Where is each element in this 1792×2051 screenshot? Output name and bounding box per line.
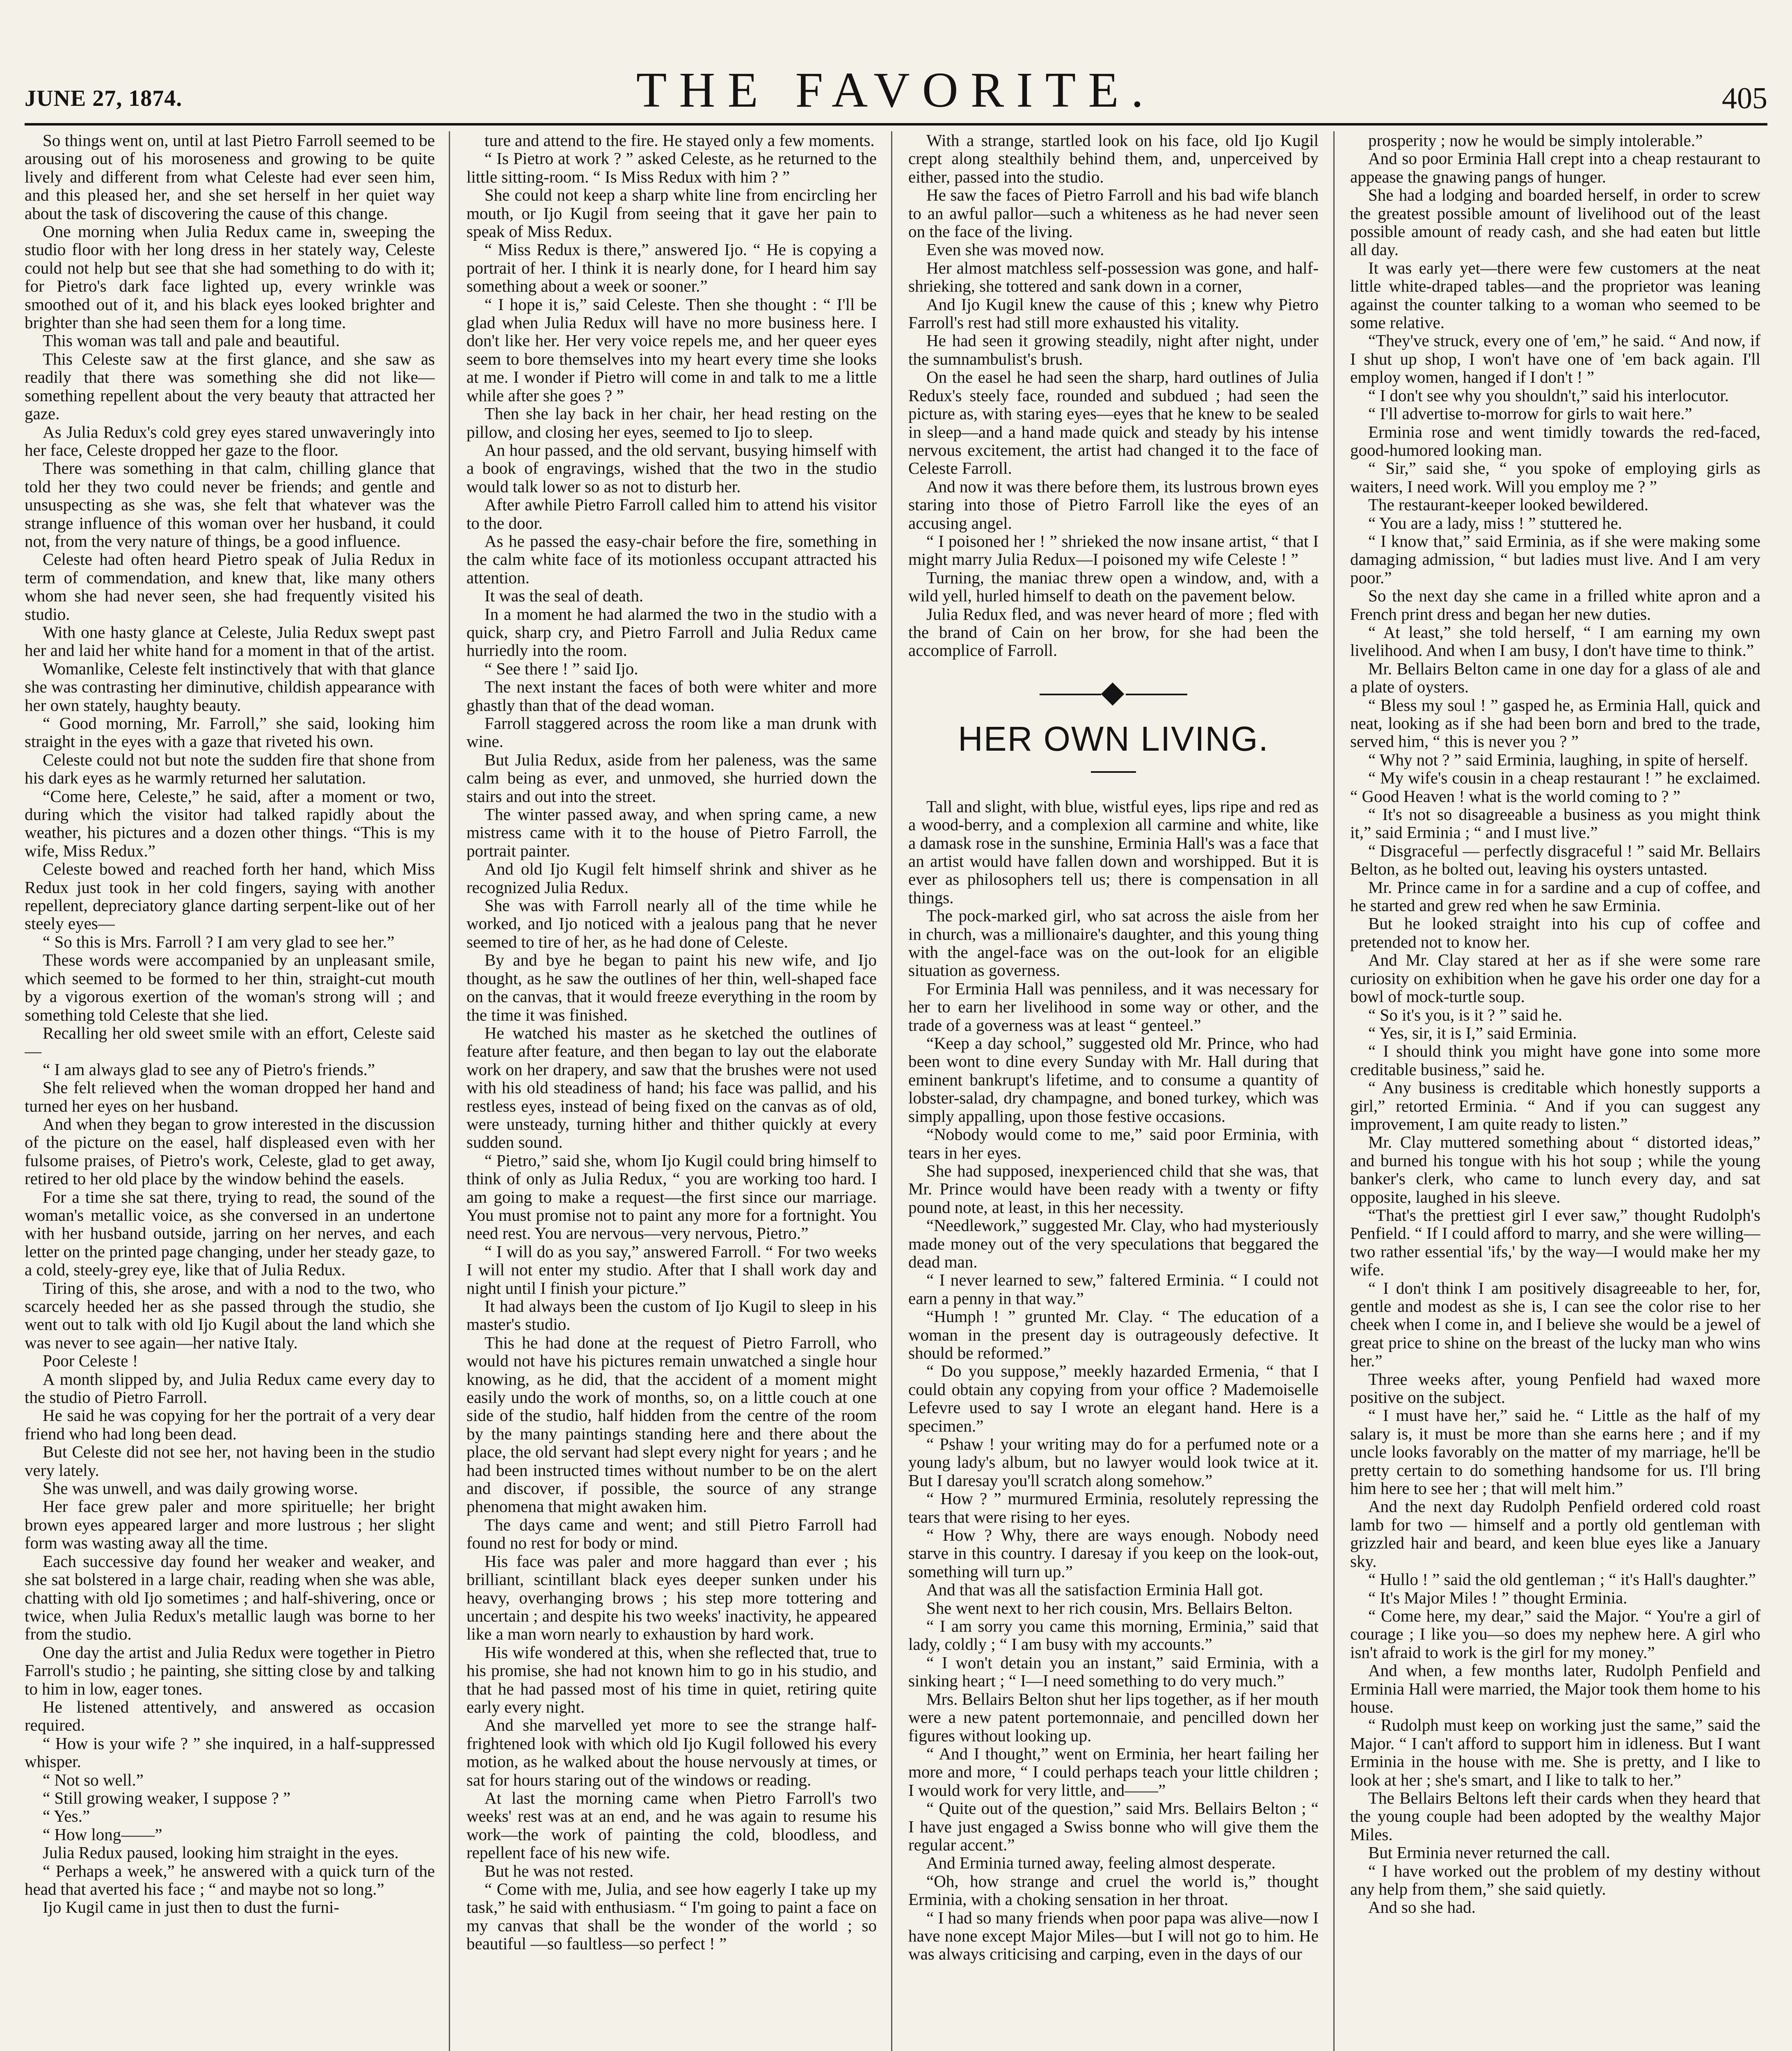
article-paragraph: “Needlework,” suggested Mr. Clay, who had mysteriously made money out of the very speculations that beggared the dead man. [908,1216,1319,1271]
article-paragraph: “ You are a lady, miss ! ” stuttered he. [1368,513,1623,532]
article-paragraph: After awhile Pietro Farroll called him to attend his visitor to the door. [466,495,877,532]
article-paragraph: “ Miss Redux is there,” answered Ijo. “ He is copying a portrait of her. I think it is nearly done, for I heard him say something about a week or sooner.” [466,240,877,296]
article-paragraph: And old Ijo Kugil felt himself shrink and shiver as he recognized Julia Redux. [466,859,877,897]
article-paragraph: And she marvelled yet more to see the strange half-frightened look with which old Ijo Kugil followed his every motion, as he walked about the house nervously at times, or sat for hours staring out of the windows or reading. [466,1715,877,1789]
article-paragraph: For a time she sat there, trying to read, the sound of the woman's metallic voice, as she conversed in an undertone with her husband outside, jarring on her nerves, and each letter on the printed page changing, under her steady gaze, to a cold, steely-grey eye, like that of Julia Redux. [25,1187,435,1279]
article-paragraph: “ It's not so disagreeable a business as you might think it,” said Erminia ; “ and I must live.” [1350,805,1760,842]
masthead [25,62,1767,119]
article-paragraph: Celeste had often heard Pietro speak of Julia Redux in term of commendation, and knew that, like many others whom she had never seen, she had frequently visited his studio. [25,550,435,624]
article-paragraph: The Bellairs Beltons left their cards when they heard that the young couple had been adopted by the wealthy Major Miles. [1350,1788,1760,1844]
article-paragraph: “ Not so well.” [43,1770,144,1789]
article-paragraph: Each successive day found her weaker and weaker, and she sat bolstered in a large chair, reading when she was able, chatting with old Ijo sometimes ; and half-shivering, once or twice, when Julia Redux's metallic laugh was borne to her from the studio. [25,1551,435,1644]
section-ornament [908,688,1319,703]
article-paragraph: The days came and went; and still Pietro Farroll had found no rest for body or mind. [466,1515,877,1553]
article-paragraph: And the next day Rudolph Penfield ordered cold roast lamb for two — himself and a portly old gentleman with grizzled hair and beard, and keen blue eyes like a January sky. [1350,1497,1760,1571]
article-paragraph: “ Why not ? ” said Erminia, laughing, in spite of herself. [1368,750,1749,769]
text-column-4 [1350,131,1760,2051]
article-paragraph: She had supposed, inexperienced child that she was, that Mr. Prince would have been ready with a twenty or fifty pound note, at least, in this her necessity. [908,1161,1319,1217]
article-paragraph: ture and attend to the fire. He stayed only a few moments. [485,131,875,150]
article-paragraph: “ Hullo ! ” said the old gentleman ; “ it's Hall's daughter.” [1368,1570,1756,1589]
article-paragraph: At last the morning came when Pietro Farroll's two weeks' rest was at an end, and he was again to resume his work—the work of painting the cold, bloodless, and repellent face of his new wife. [466,1788,877,1862]
article-paragraph: But he was not rested. [485,1861,634,1880]
article-paragraph: For Erminia Hall was penniless, and it was necessary for her to earn her livelihood in some way or other, and the trade of a governess was at least “ genteel.” [908,979,1319,1035]
article-paragraph: His wife wondered at this, when she reflected that, true to his promise, she had not known him to go in his studio, and that he had passed most of his time in quiet, retiring quite early every night. [466,1642,877,1716]
article-paragraph: “ Rudolph must keep on working just the same,” said the Major. “ I can't afford to support him in idleness. But I want Erminia in the house with me. She is pretty, and I like to look at her ; she's smart, and I like to talk to her.” [1350,1715,1760,1789]
text-column-1 [25,131,435,2051]
article-paragraph: “ Good morning, Mr. Farroll,” she said, looking him straight in the eyes with a gaze that riveted his own. [25,714,435,751]
article-paragraph: “Oh, how strange and cruel the world is,” thought Erminia, with a choking sensation in her throat. [908,1871,1319,1909]
article-paragraph: She went next to her rich cousin, Mrs. Bellairs Belton. [926,1598,1293,1617]
article-paragraph: “ I am always glad to see any of Pietro's friends.” [43,1060,375,1079]
article-paragraph: And Mr. Clay stared at her as if she were some rare curiosity on exhibition when he gave his order one day for a bowl of mock-turtle soup. [1350,950,1760,1006]
article-paragraph: But Julia Redux, aside from her paleness, was the same calm being as ever, and unmoved, she hurried down the stairs and out into the street. [466,750,877,806]
article-paragraph: He said he was copying for her the portrait of a very dear friend who had long been dead. [25,1406,435,1443]
article-paragraph: So the next day she came in a frilled white apron and a French print dress and began her new duties. [1350,586,1760,624]
article-paragraph: It was early yet—there were few customers at the neat little white-draped tables—and the proprietor was leaning against the counter talking to a woman who seemed to be some relative. [1350,258,1760,332]
article-paragraph: And Erminia turned away, feeling almost desperate. [926,1853,1276,1873]
article-paragraph: “ I am sorry you came this morning, Erminia,” said that lady, coldly ; “ I am busy with my accounts.” [908,1617,1319,1654]
article-paragraph: “That's the prettiest girl I ever saw,” thought Rudolph's Penfield. “ If I could afford to marry, and she were willing—two rather essential 'ifs,' by the way—I would make her my wife. [1350,1205,1760,1279]
article-paragraph: He had seen it growing steadily, night after night, under the sumnambulist's brush. [908,331,1319,368]
article-paragraph: But Erminia never returned the call. [1368,1843,1610,1862]
article-paragraph: With one hasty glance at Celeste, Julia Redux swept past her and laid her white hand for a moment in that of the artist. [25,622,435,660]
article-paragraph: He saw the faces of Pietro Farroll and his bad wife blanch to an awful pallor—such a whiteness as he had never seen on the face of the living. [908,185,1319,241]
article-paragraph: As he passed the easy-chair before the fire, something in the calm white face of its motionless occupant attracted his attention. [466,531,877,587]
article-paragraph: prosperity ; now he would be simply intolerable.” [1368,131,1703,150]
article-paragraph: “ See there ! ” said Ijo. [485,659,638,678]
article-paragraph: Ijo Kugil came in just then to dust the furni- [43,1898,340,1917]
article-paragraph: “ I must have her,” said he. “ Little as the half of my salary is, it must be more than she earns here ; and if my uncle looks favorably on the matter of my marriage, he'll be pretty certain to do something handsome for us. I'll bring him here to see her ; that will melt him.” [1350,1406,1760,1498]
article-paragraph: Julia Redux paused, looking him straight in the eyes. [43,1843,399,1862]
article-paragraph: Farroll staggered across the room like a man drunk with wine. [466,714,877,751]
article-paragraph: And when they began to grow interested in the discussion of the picture on the easel, half displeased even with her fulsome praises, of Pietro's work, Celeste, glad to get away, retired to her old place by the window behind the easels. [25,1114,435,1188]
text-column-3 [908,131,1319,2051]
article-paragraph: So things went on, until at last Pietro Farroll seemed to be arousing out of his moroseness and growing to be quite lively and different from what Celeste had ever seen him, and this pleased her, and she set herself in her quiet way about the task of discovering the cause of this change. [25,131,435,223]
issue-date: JUNE 27, 1874. [25,86,183,111]
article-paragraph: “They've struck, every one of 'em,” he said. “ And now, if I shut up shop, I won't have one of 'em back again. I'll employ women, hanged if I don't ! ” [1350,331,1760,387]
article-paragraph: “ Still growing weaker, I suppose ? ” [43,1788,291,1807]
article-paragraph: She was unwell, and was daily growing worse. [43,1479,358,1498]
article-paragraph: “ How is your wife ? ” she inquired, in a half-suppressed whisper. [25,1734,435,1771]
article-paragraph: “ I know that,” said Erminia, as if she were making some damaging admission, “ but ladies must live. And I am very poor.” [1350,531,1760,587]
article-paragraph: “ Perhaps a week,” he answered with a quick turn of the head that averted his face ; “ and maybe not so long.” [25,1861,435,1898]
article-paragraph: An hour passed, and the old servant, busying himself with a book of engravings, wished that the two in the studio would talk lower so as not to disturb her. [466,440,877,496]
article-paragraph: “ Pshaw ! your writing may do for a perfumed note or a young lady's album, but no lawyer would look twice at it. But I daresay you'll scratch along somehow.” [908,1434,1319,1490]
article-paragraph: “ I should think you might have gone into some more creditable business,” said he. [1350,1041,1760,1079]
article-paragraph: With a strange, startled look on his face, old Ijo Kugil crept along stealthily behind them, and, unperceived by either, passed into the studio. [908,131,1319,186]
article-paragraph: Celeste could not but note the sudden fire that shone from his dark eyes as he warmly returned her salutation. [25,750,435,788]
article-paragraph: One morning when Julia Redux came in, sweeping the studio floor with her long dress in her stately way, Celeste could not help but see that she had something to do with it; for Pietro's dark face lighted up, every wrinkle was smoothed out of it, and his black eyes looked brighter and brighter than she had seen them for a long time. [25,222,435,332]
article-paragraph: Womanlike, Celeste felt instinctively that with that glance she was contrasting her diminutive, childish appearance with her own stately, haughty beauty. [25,659,435,715]
article-paragraph: “ It's Major Miles ! ” thought Erminia. [1368,1588,1627,1607]
article-paragraph: She was with Farroll nearly all of the time while he worked, and Ijo noticed with a jealous pang that he never seemed to tire of her, as he had done of Celeste. [466,896,877,951]
article-paragraph: But he looked straight into his cup of coffee and pretended not to know her. [1350,914,1760,951]
article-paragraph: This Celeste saw at the first glance, and she saw as readily that there was something she did not like—something repellent about the very beauty that attracted her gaze. [25,349,435,423]
masthead-rule [25,123,1767,126]
article-paragraph: One day the artist and Julia Redux were together in Pietro Farroll's studio ; he painting, she sitting close by and talking to him in low, eager tones. [25,1642,435,1698]
article-paragraph: “ How ? Why, there are ways enough. Nobody need starve in this country. I daresay if you keep on the look-out, something will turn up.” [908,1526,1319,1581]
article-paragraph: The winter passed away, and when spring came, a new mistress came with it to the house of Pietro Farroll, the portrait painter. [466,805,877,860]
article-paragraph: “ I won't detain you an instant,” said Erminia, with a sinking heart ; “ I—I need something to do very much.” [908,1653,1319,1690]
article-paragraph: “ Come here, my dear,” said the Major. “ You're a girl of courage ; I like you—so does my nephew here. A girl who isn't afraid to work is the girl for my money.” [1350,1606,1760,1662]
article-paragraph: And that was all the satisfaction Erminia Hall got. [926,1580,1263,1599]
article-paragraph: His face was paler and more haggard than ever ; his brilliant, scintillant black eyes deeper sunken under his heavy, overhanging brows ; his step more tottering and uncertain ; and despite his two weeks' inactivity, he appeared like a man worn nearly to exhaustion by hard work. [466,1551,877,1644]
article-paragraph: “ So this is Mrs. Farroll ? I am very glad to see her.” [43,932,395,951]
column-divider [1333,131,1335,2051]
article-paragraph: Mr. Clay muttered something about “ distorted ideas,” and burned his tongue with his hot soup ; while the young banker's clerk, who came to lunch every day, and sat opposite, laughed in his sleeve. [1350,1133,1760,1206]
article-paragraph: “ I had so many friends when poor papa was alive—now I have none except Major Miles—but I will not go to him. He was always criticising and carping, even in the days of our [908,1908,1319,1964]
article-paragraph: “ Any business is creditable which honestly supports a girl,” retorted Erminia. “ And if you can suggest any improvement, I am quite ready to listen.” [1350,1078,1760,1133]
article-paragraph: “ My wife's cousin in a cheap restaurant ! ” he exclaimed. “ Good Heaven ! what is the world coming to ? ” [1350,768,1760,806]
newspaper-title: THE FAVORITE. [636,62,1156,118]
article-paragraph: “ Quite out of the question,” said Mrs. Bellairs Belton ; “ I have just engaged a Swiss bonne who will give them the regular accent.” [908,1799,1319,1854]
article-paragraph: In a moment he had alarmed the two in the studio with a quick, sharp cry, and Pietro Farroll and Julia Redux came hurriedly into the room. [466,604,877,660]
article-paragraph: The pock-marked girl, who sat across the aisle from her in church, was a millionaire's daughter, and this young thing with the angel-face was on the out-look for an eligible situation as governess. [908,906,1319,980]
page-number: 405 [1722,82,1767,115]
article-paragraph: She had a lodging and boarded herself, in order to screw the greatest possible amount of livelihood out of the least possible amount of ready cash, and she had eaten but little all day. [1350,185,1760,259]
article-paragraph: “ I'll advertise to-morrow for girls to wait here.” [1368,404,1692,423]
article-paragraph: It was the seal of death. [485,586,644,605]
article-paragraph: “Keep a day school,” suggested old Mr. Prince, who had been wont to dine every Sunday with Mr. Hall during that eminent bankrupt's lifetime, and to consume a quantity of lobster-salad, dry champagne, and boned turkey, which was simply appalling, upon those festive occasions. [908,1034,1319,1126]
ornament-divider-icon [1040,688,1187,701]
text-column-2 [466,131,877,2051]
article-paragraph: Three weeks after, young Penfield had waxed more positive on the subject. [1350,1369,1760,1407]
article-paragraph: Tall and slight, with blue, wistful eyes, lips ripe and red as a wood-berry, and a complexion all carmine and white, like a damask rose in the sunshine, Erminia Hall's was a face that an artist would have fallen down and worshipped. But it is ever as philosophers tell us; there is compensation in all things. [908,797,1319,907]
article-paragraph: “ I have worked out the problem of my destiny without any help from them,” she said quietly. [1350,1861,1760,1898]
article-paragraph: She felt relieved when the woman dropped her hand and turned her eyes on her husband. [25,1078,435,1115]
article-paragraph: “ I don't think I am positively disagreeable to her, for, gentle and modest as she is, I can see the color rise to her cheek when I come in, and I believe she would be a jewel of great price to shine on the breast of the lucky man who wins her.” [1350,1278,1760,1370]
article-paragraph: He watched his master as he sketched the outlines of feature after feature, and then began to lay out the elaborate work on her drapery, and saw that the brushes were not used with his old steadiness of hand; his face was pallid, and his restless eyes, instead of being fixed on the canvas as of old, were unsteady, turning hither and thither quickly at every sudden sound. [466,1023,877,1152]
article-paragraph: He listened attentively, and answered as occasion required. [25,1697,435,1735]
article-paragraph: “Humph ! ” grunted Mr. Clay. “ The education of a woman in the present day is outrageously defective. It should be reformed.” [908,1307,1319,1362]
article-paragraph: Turning, the maniac threw open a window, and, with a wild yell, hurled himself to death on the pavement below. [908,568,1319,605]
article-paragraph: There was something in that calm, chilling glance that told her they two could never be friends; and gentle and unsuspecting as she was, she felt that whatever was the strange influence of this woman over her husband, it could not, from the very nature of things, be a good influence. [25,459,435,550]
article-paragraph: Mr. Prince came in for a sardine and a cup of coffee, and he started and grew red when he saw Erminia. [1350,877,1760,915]
article-paragraph: She could not keep a sharp white line from encircling her mouth, or Ijo Kugil from seeing that it gave her pain to speak of Miss Redux. [466,185,877,241]
article-paragraph: And now it was there before them, its lustrous brown eyes staring into those of Pietro Farroll like the eyes of an accusing angel. [908,477,1319,532]
article-paragraph: “ I hope it is,” said Celeste. Then she thought : “ I'll be glad when Julia Redux will have no more business here. I don't like her. Her very voice repels me, and her queer eyes seem to bore themselves into my heart every time she looks at me. I wonder if Pietro will come in and talk to me a little while after she goes ? ” [466,295,877,405]
article-paragraph: And Ijo Kugil knew the cause of this ; knew why Pietro Farroll's rest had still more exhausted his vitality. [908,295,1319,332]
article-paragraph: “ Disgraceful — perfectly disgraceful ! ” said Mr. Bellairs Belton, as he bolted out, leaving his oysters untasted. [1350,841,1760,879]
article-paragraph: “ Do you suppose,” meekly hazarded Ermenia, “ that I could obtain any copying from your office ? Mademoiselle Lefevre used to say I wrote an elegant hand. Here is a specimen.” [908,1361,1319,1435]
article-paragraph: It had always been the custom of Ijo Kugil to sleep in his master's studio. [466,1297,877,1334]
article-paragraph: “ Pietro,” said she, whom Ijo Kugil could bring himself to think of only as Julia Redux, “ you are working too hard. I am going to make a request—the first since our marriage. You must promise not to paint any more for a fortnight. You need rest. You are nervous—very nervous, Pietro.” [466,1151,877,1243]
article-paragraph: Poor Celeste ! [43,1351,138,1370]
article-paragraph: And when, a few months later, Rudolph Penfield and Erminia Hall were married, the Major took them home to his house. [1350,1661,1760,1716]
article-paragraph: “ How long——” [43,1825,162,1844]
article-paragraph: Then she lay back in her chair, her head resting on the pillow, and closing her eyes, seemed to Ijo to sleep. [466,404,877,441]
article-paragraph: By and bye he began to paint his new wife, and Ijo thought, as he saw the outlines of her thin, well-shaped face on the canvas, that it would freeze everything in the room by the time it was finished. [466,950,877,1024]
article-paragraph: Her face grew paler and more spirituelle; her bright brown eyes appeared larger and more lustrous ; her slight form was wasting away all the time. [25,1497,435,1553]
article-paragraph: “ Come with me, Julia, and see how eagerly I take up my task,” he said with enthusiasm. “ I'm going to paint a face on my canvas that shall be the wonder of the world ; so beautiful —so faultless—so perfect ! ” [466,1880,877,1953]
article-paragraph: “ Is Pietro at work ? ” asked Celeste, as he returned to the little sitting-room. “ Is Miss Redux with him ? ” [466,149,877,186]
article-paragraph: “ Yes, sir, it is I,” said Erminia. [1368,1023,1577,1042]
article-paragraph: Celeste bowed and reached forth her hand, which Miss Redux just took in her cold fingers, saying with another repellent, depreciatory glance darting serpent-like out of her steely eyes— [25,859,435,933]
article-paragraph: This he had done at the request of Pietro Farroll, who would not have his pictures remain unwatched a single hour knowing, as he did, that the accident of a moment might easily undo the work of months, so, on a little couch at one side of the studio, half hidden from the centre of the room by the many paintings standing here and there about the place, the old servant had slept every night for years ; and he had been instructed times without number to be on the alert and discover, if possible, the source of any strange phenomena that might awaken him. [466,1333,877,1516]
article-paragraph: As Julia Redux's cold grey eyes stared unwaveringly into her face, Celeste dropped her gaze to the floor. [25,422,435,459]
article-paragraph: And so she had. [1368,1898,1476,1917]
article-paragraph: Recalling her old sweet smile with an effort, Celeste said— [25,1023,435,1061]
article-paragraph: “ I never learned to sew,” faltered Erminia. “ I could not earn a penny in that way.” [908,1270,1319,1308]
article-paragraph: “ And I thought,” went on Erminia, her heart failing her more and more, “ I could perhaps teach your little children ; I would work for very little, and——” [908,1744,1319,1800]
article-paragraph: And so poor Erminia Hall crept into a cheap restaurant to appease the gnawing pangs of hunger. [1350,149,1760,186]
article-paragraph: “ So it's you, is it ? ” said he. [1368,1005,1563,1024]
article-paragraph: This woman was tall and pale and beautiful. [43,331,340,350]
article-paragraph: “Come here, Celeste,” he said, after a moment or two, during which the visitor had talked rapidly about the weather, his pictures and a dozen other things. “This is my wife, Miss Redux.” [25,786,435,860]
story-headline: HER OWN LIVING. [958,719,1269,758]
article-paragraph: Her almost matchless self-possession was gone, and half-shrieking, she tottered and sank down in a corner, [908,258,1319,296]
article-paragraph: Mrs. Bellairs Belton shut her lips together, as if her mouth were a new patent portemonnaie, and pencilled down her figures without looking up. [908,1689,1319,1745]
column-divider [449,131,450,2051]
article-paragraph: On the easel he had seen the sharp, hard outlines of Julia Redux's steely face, rounded and subdued ; had seen the picture as, with staring eyes—eyes that he knew to be sealed in sleep—and a hand made quick and steady by his intense nervous excitement, the artist had changed it to the face of Celeste Farroll. [908,368,1319,478]
article-paragraph: Erminia rose and went timidly towards the red-faced, good-humored looking man. [1350,422,1760,459]
article-paragraph: These words were accompanied by an unpleasant smile, which seemed to be formed to her thin, straight-cut mouth by a vigorous exertion of the woman's strong will ; and something told Celeste that she lied. [25,950,435,1024]
article-paragraph: “ Bless my soul ! ” gasped he, as Erminia Hall, quick and neat, looking as if she had been born and bred to the trade, served him, “ this is never you ? ” [1350,695,1760,751]
article-paragraph: The restaurant-keeper looked bewildered. [1368,495,1649,514]
article-paragraph: “Nobody would come to me,” said poor Erminia, with tears in her eyes. [908,1125,1319,1162]
article-paragraph: “ Yes.” [43,1807,90,1826]
article-paragraph: A month slipped by, and Julia Redux came every day to the studio of Pietro Farroll. [25,1369,435,1407]
article-paragraph: But Celeste did not see her, not having been in the studio very lately. [25,1442,435,1480]
headline-rule [1091,771,1136,773]
article-paragraph: “ At least,” she told herself, “ I am earning my own livelihood. And when I am busy, I don't have time to think.” [1350,622,1760,660]
article-paragraph: “ Sir,” said she, “ you spoke of employing girls as waiters, I need work. Will you employ me ? ” [1350,459,1760,496]
article-paragraph: The next instant the faces of both were whiter and more ghastly than that of the dead woman. [466,677,877,715]
column-divider [891,131,892,2051]
article-paragraph: Julia Redux fled, and was never heard of more ; fled with the brand of Cain on her brow, for she had been the accomplice of Farroll. [908,604,1319,660]
article-paragraph: Mr. Bellairs Belton came in one day for a glass of ale and a plate of oysters. [1350,659,1760,697]
article-paragraph: “ How ? ” murmured Erminia, resolutely repressing the tears that were rising to her eyes. [908,1489,1319,1526]
article-paragraph: “ I don't see why you shouldn't,” said his interlocutor. [1368,386,1729,405]
article-paragraph: Tiring of this, she arose, and with a nod to the two, who scarcely heeded her as she passed through the studio, she went out to talk with old Ijo Kugil about the land which she was never to see again—her native Italy. [25,1278,435,1352]
article-paragraph: “ I poisoned her ! ” shrieked the now insane artist, “ that I might marry Julia Redux—I poisoned my wife Celeste ! ” [908,531,1319,569]
article-paragraph: Even she was moved now. [926,240,1104,259]
article-paragraph: “ I will do as you say,” answered Farroll. “ For two weeks I will not enter my studio. After that I shall work day and night until I finish your picture.” [466,1242,877,1297]
